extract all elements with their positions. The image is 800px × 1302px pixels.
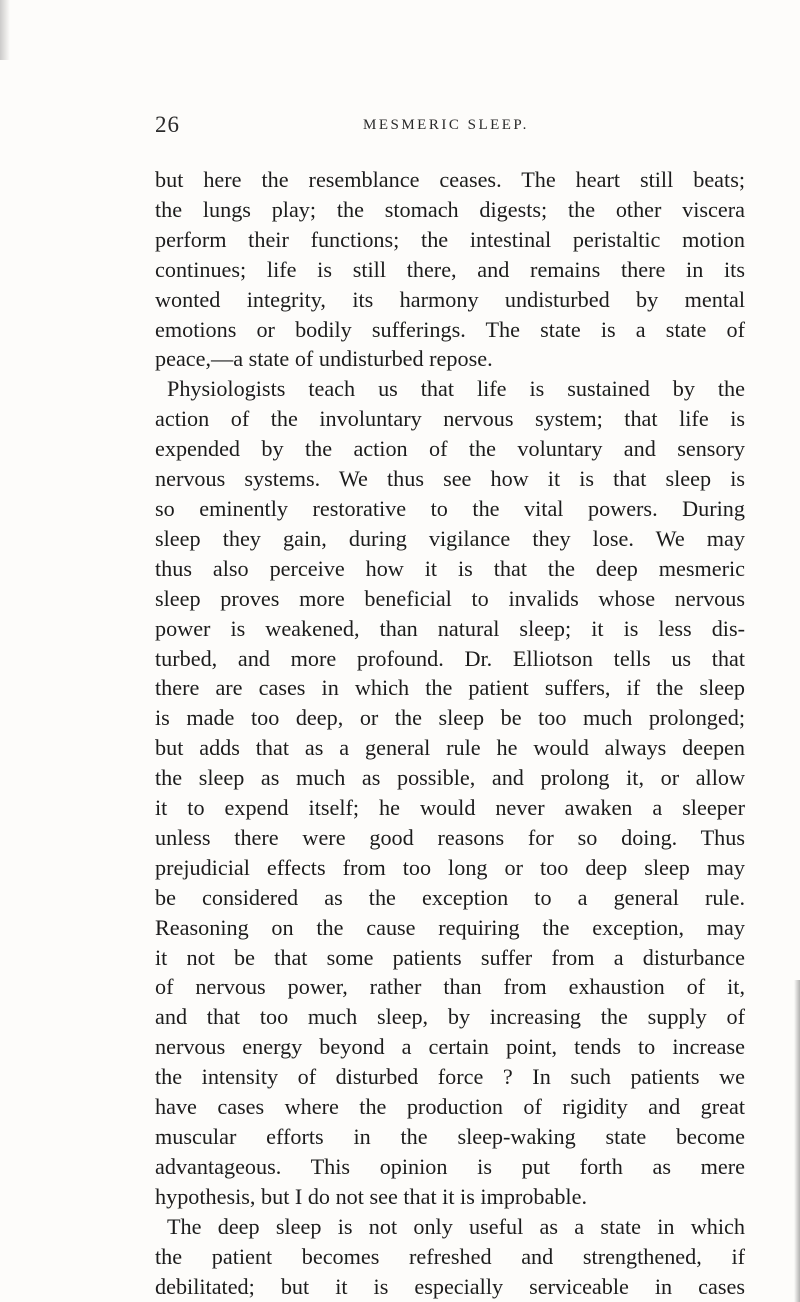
text-line: sleep proves more beneficial to invalids whose nervous <box>155 585 745 611</box>
page-edge-shadow <box>0 0 10 60</box>
text-line: so eminently restorative to the vital powers. During <box>155 495 745 521</box>
text-line: nervous systems. We thus see how it is that sleep is <box>155 466 745 492</box>
text-line: is made too deep, or the sleep be too much prolonged; <box>155 705 745 731</box>
text-line: wonted integrity, its harmony undisturbed by mental <box>155 286 745 312</box>
text-line: there are cases in which the patient suffers, if the sleep <box>155 675 745 701</box>
text-line: debilitated; but it is especially serviceable in cases <box>155 1273 745 1299</box>
text-line: hypothesis, but I do not see that it is improbable. <box>155 1183 587 1209</box>
body-text <box>155 165 745 1301</box>
text-line: of nervous power, rather than from exhaustion of it, <box>155 974 745 1000</box>
text-line: the lungs play; the stomach digests; the other viscera <box>155 196 745 222</box>
text-line: perform their functions; the intestinal peristaltic motion <box>155 226 745 252</box>
text-line: Reasoning on the cause requiring the exception, may <box>155 914 745 940</box>
text-line: prejudicial effects from too long or too deep sleep may <box>155 854 745 880</box>
text-line: the sleep as much as possible, and prolong it, or allow <box>155 765 745 791</box>
text-line: thus also perceive how it is that the deep mesmeric <box>155 555 745 581</box>
text-line: unless there were good reasons for so doing. Thus <box>155 824 745 850</box>
text-line: peace,—a state of undisturbed repose. <box>155 346 493 372</box>
text-line: power is weakened, than natural sleep; it is less dis- <box>155 615 745 641</box>
running-head <box>155 112 725 146</box>
text-line: emotions or bodily sufferings. The state is a state of <box>155 316 745 342</box>
running-title: MESMERIC SLEEP. <box>363 117 529 133</box>
text-line: turbed, and more profound. Dr. Elliotson tells us that <box>155 645 745 671</box>
text-line: it not be that some patients suffer from a disturbance <box>155 944 745 970</box>
text-line: sleep they gain, during vigilance they lose. We may <box>155 525 745 551</box>
text-line: muscular efforts in the sleep-waking state become <box>155 1124 745 1149</box>
text-line: have cases where the production of rigidity and great <box>155 1094 745 1120</box>
text-line: expended by the action of the voluntary and sensory <box>155 436 745 462</box>
text-line: advantageous. This opinion is put forth as mere <box>155 1153 745 1179</box>
text-line: the patient becomes refreshed and strengthened, if <box>155 1243 745 1269</box>
page-number: 26 <box>155 112 180 137</box>
text-line: and that too much sleep, by increasing the supply of <box>155 1004 745 1030</box>
text-line: nervous energy beyond a certain point, tends to increase <box>155 1034 745 1060</box>
page-edge-right <box>794 980 800 1302</box>
text-line: continues; life is still there, and remains there in its <box>155 256 745 282</box>
text-line: but adds that as a general rule he would always deepen <box>155 735 745 761</box>
text-line: action of the involuntary nervous system; that life is <box>155 406 745 432</box>
text-line: be considered as the exception to a general rule. <box>155 884 745 910</box>
text-line: the intensity of disturbed force ? In such patients we <box>155 1064 745 1090</box>
text-line: but here the resemblance ceases. The heart still beats; <box>155 167 745 192</box>
paragraph-first-line: The deep sleep is not only useful as a state in which <box>167 1213 745 1239</box>
paragraph-first-line: Physiologists teach us that life is sustained by the <box>167 376 745 402</box>
text-line: it to expend itself; he would never awaken a sleeper <box>155 795 745 821</box>
